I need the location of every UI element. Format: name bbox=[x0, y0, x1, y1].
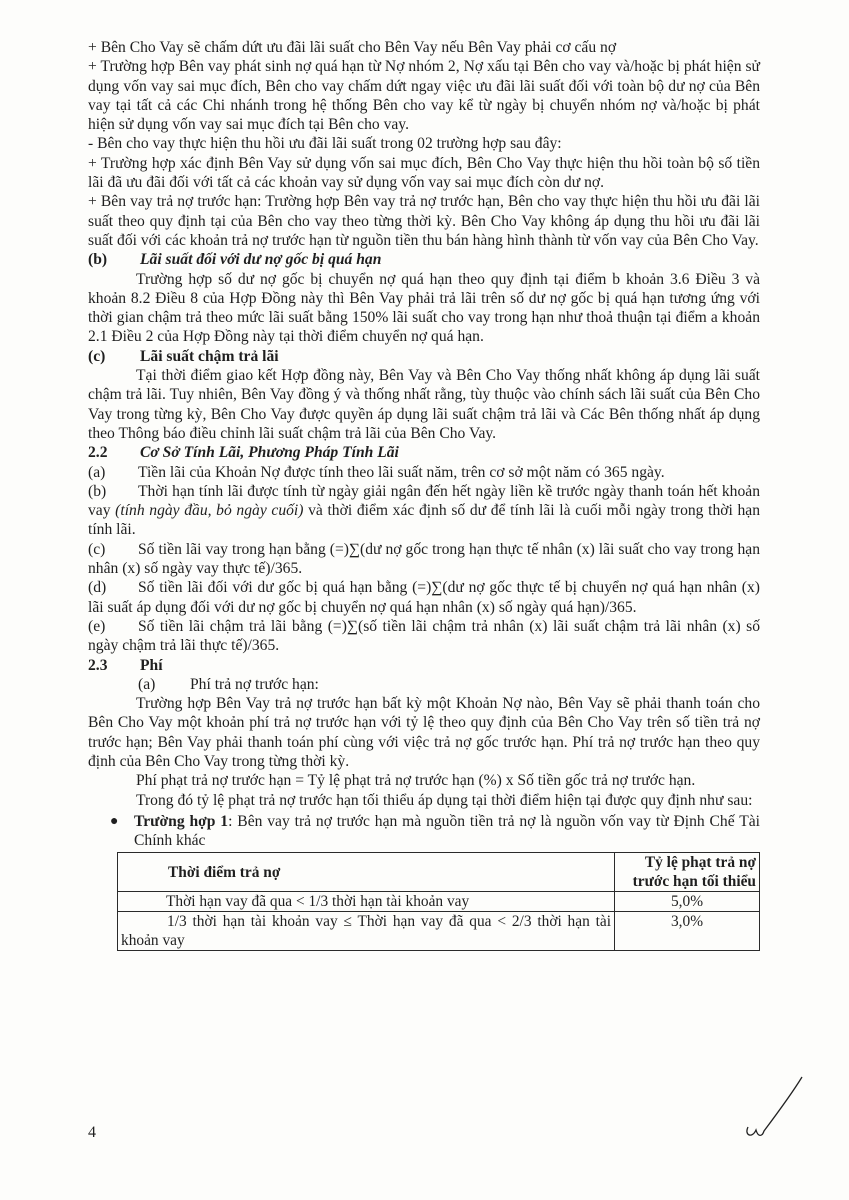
table-header-row bbox=[118, 853, 760, 892]
paragraph: Trường hợp Bên Vay trả nợ trước hạn bất kỳ một Khoản Nợ nào, Bên Vay sẽ phải thanh toán cho Bên Cho Vay một khoản phí trả nợ trước hạn với tỷ lệ theo quy định của Bên Cho Vay trên số tiền trả nợ trước hạn; Bên Vay phải thanh toán phí cùng với việc trả nợ gốc trước hạn. Phí trả nợ trước hạn theo quy định của Bên Cho Vay trong từng thời kỳ. bbox=[88, 695, 760, 770]
paragraph: Tại thời điểm giao kết Hợp đồng này, Bên Vay và Bên Cho Vay thống nhất không áp dụng lãi suất chậm trả lãi. Tuy nhiên, Bên Vay đồng ý và thống nhất rằng, tùy thuộc vào chính sách lãi suất của Bên Cho Vay trong từng kỳ, Bên Cho Vay được quyền áp dụng lãi suất chậm trả lãi và Các Bên thống nhất áp dụng theo Thông báo điều chỉnh lãi suất chậm trả lãi của Bên Cho Vay. bbox=[88, 367, 760, 442]
list-item: (c) Số tiền lãi vay trong hạn bằng (=)∑(dư nợ gốc trong hạn thực tế nhân (x) lãi suất cho vay trong hạn nhân (x) số ngày vay thực tế)/365. bbox=[88, 540, 760, 578]
section-number: 2.3 bbox=[88, 656, 108, 674]
paragraph: + Bên vay trả nợ trước hạn: Trường hợp Bên vay trả nợ trước hạn, Bên cho vay thực hiện thu hồi ưu đãi lãi suất theo quy định tại của Bên cho vay theo từng thời kỳ. Bên Cho Vay không áp dụng thu hồi ưu đãi lãi suất đối với các khoản trả nợ trước hạn từ nguồn tiền thu bán hàng hình thành từ vốn vay của Bên Cho Vay. bbox=[88, 193, 760, 249]
table-cell: Thời hạn vay đã qua < 1/3 thời hạn tài khoản vay bbox=[118, 892, 615, 912]
paragraph: - Bên cho vay thực hiện thu hồi ưu đãi lãi suất trong 02 trường hợp sau đây: bbox=[88, 135, 562, 153]
bullet-item: ● Trường hợp 1: Bên vay trả nợ trước hạn mà nguồn tiền trả nợ là nguồn vốn vay từ Định Chế Tài Chính khác bbox=[110, 812, 761, 850]
paragraph: + Bên Cho Vay sẽ chấm dứt ưu đãi lãi suất cho Bên Vay nếu Bên Vay phải cơ cấu nợ bbox=[88, 39, 617, 56]
section-title: Phí bbox=[140, 656, 163, 674]
table-header: Tỷ lệ phạt trả nợ trước hạn tối thiểu bbox=[615, 853, 760, 892]
signature-mark bbox=[736, 1075, 806, 1150]
section-heading-2-2 bbox=[88, 443, 760, 462]
section-heading-c bbox=[88, 347, 760, 366]
table-row bbox=[118, 892, 760, 912]
paragraph: Phí phạt trả nợ trước hạn = Tỷ lệ phạt trả nợ trước hạn (%) x Số tiền gốc trả nợ trước hạn. bbox=[136, 772, 696, 790]
subsection-heading: (a) Phí trả nợ trước hạn: bbox=[138, 675, 319, 693]
section-title: Cơ Sở Tính Lãi, Phương Pháp Tính Lãi bbox=[140, 444, 399, 462]
paragraph: + Trường hợp Bên vay phát sinh nợ quá hạn từ Nợ nhóm 2, Nợ xấu tại Bên cho vay và/hoặc bị phát hiện sử dụng vốn vay sai mục đích, Bên cho vay chấm dứt ngay việc ưu đãi lãi suất đối với toàn bộ dư nợ của Bên vay tại tất cả các Chi nhánh trong hệ thống Bên cho vay kể từ ngày bị chuyển nhóm nợ và/hoặc bị phát hiện sử dụng vốn vay sai mục đích tại Bên cho vay. bbox=[88, 58, 760, 134]
paragraph: Trường hợp số dư nợ gốc bị chuyển nợ quá hạn theo quy định tại điểm b khoản 3.6 Điều 3 và khoản 8.2 Điều 8 của Hợp Đồng này thì Bên Vay phải trả lãi trên số dư nợ gốc bị quá hạn tương ứng với thời gian chậm trả theo mức lãi suất bằng 150% lãi suất cho vay trong hạn như thoả thuận tại điểm a khoản 2.1 Điều 2 của Hợp Đồng này tại thời điểm chuyển nợ quá hạn. bbox=[88, 270, 760, 346]
list-item: (a) Tiền lãi của Khoản Nợ được tính theo lãi suất năm, trên cơ sở một năm có 365 ngày. bbox=[88, 463, 665, 481]
paragraph: Trong đó tỷ lệ phạt trả nợ trước hạn tối thiểu áp dụng tại thời điểm hiện tại được quy định như sau: bbox=[136, 791, 753, 809]
section-number: (c) bbox=[88, 347, 106, 365]
bullet-icon: ● bbox=[110, 813, 119, 829]
table-cell: 5,0% bbox=[615, 892, 760, 912]
table-header: Thời điểm trả nợ bbox=[118, 853, 615, 892]
table-cell: 1/3 thời hạn tài khoản vay ≤ Thời hạn vay đã qua < 2/3 thời hạn tài khoản vay bbox=[118, 912, 615, 951]
document-body bbox=[88, 38, 760, 951]
table-cell: 3,0% bbox=[615, 912, 760, 951]
paragraph: + Trường hợp xác định Bên Vay sử dụng vốn sai mục đích, Bên Cho Vay thực hiện thu hồi toàn bộ số tiền lãi đã ưu đãi đối với tất cả các khoản vay sử dụng vốn vay sai mục đích còn dư nợ. bbox=[88, 154, 760, 192]
list-item: (d) Số tiền lãi đối với dư gốc bị quá hạn bằng (=)∑(dư nợ gốc thực tế bị chuyển nợ quá hạn nhân (x) lãi suất áp dụng đối với dư nợ gốc bị chuyển nợ quá hạn nhân (x) số ngày quá hạn)/365. bbox=[88, 579, 760, 616]
penalty-rate-table bbox=[117, 852, 760, 951]
list-item: (b) Thời hạn tính lãi được tính từ ngày giải ngân đến hết ngày liền kề trước ngày thanh toán hết khoản vay (tính ngày đầu, bỏ ngày cuối) và thời điểm xác định số dư để tính lãi là cuối mỗi ngày trong thời hạn tính lãi. bbox=[88, 482, 760, 539]
section-number: 2.2 bbox=[88, 444, 108, 462]
section-title: Lãi suất chậm trả lãi bbox=[140, 347, 279, 365]
section-number: (b) bbox=[88, 251, 108, 269]
section-heading-2-3 bbox=[88, 656, 760, 675]
table-row bbox=[118, 912, 760, 951]
section-heading-b bbox=[88, 250, 760, 269]
list-item: (e) Số tiền lãi chậm trả lãi bằng (=)∑(số tiền lãi chậm trả nhân (x) lãi suất chậm trả lãi nhân (x) số ngày chậm trả lãi thực tế)/365. bbox=[88, 617, 760, 655]
section-title: Lãi suất đối với dư nợ gốc bị quá hạn bbox=[140, 251, 382, 269]
page-number: 4 bbox=[88, 1124, 96, 1141]
